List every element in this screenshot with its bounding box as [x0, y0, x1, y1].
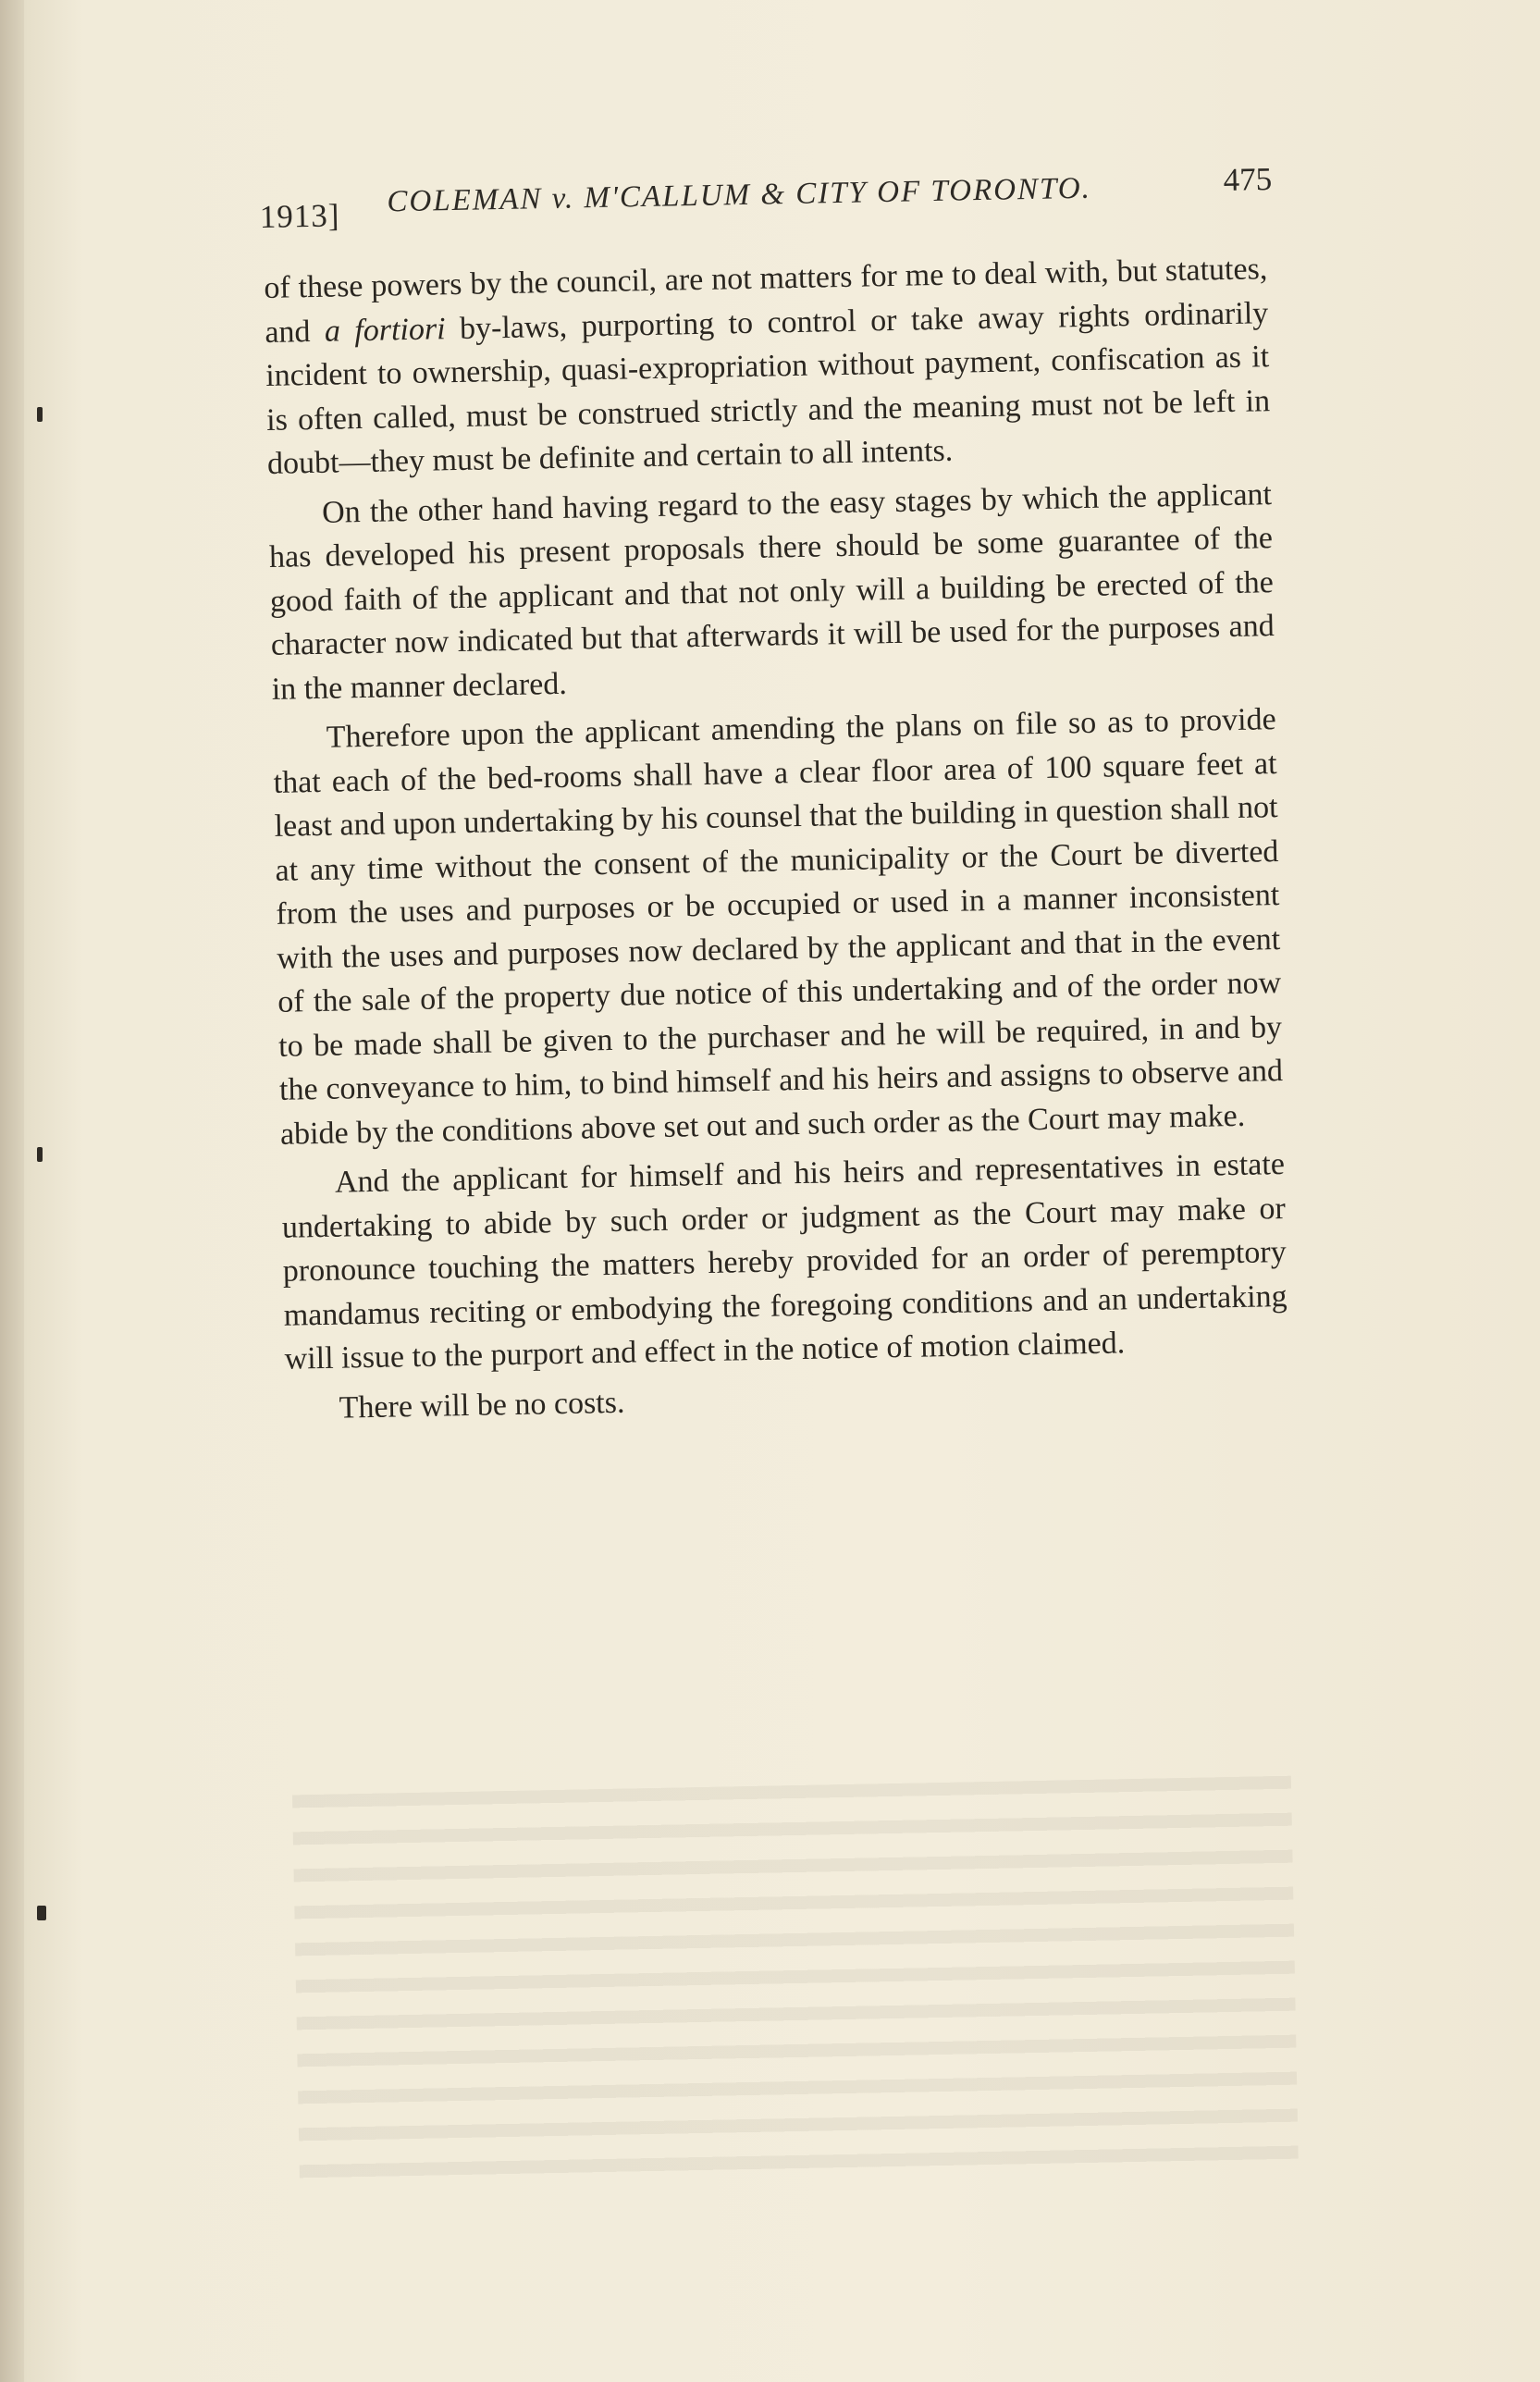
binding-gutter: [0, 0, 24, 2382]
paragraph: Therefore upon the applicant amending the plans on file so as to provide that each of the bed-rooms shall have a clear floor area of 100 square feet at least and upon undertaking by his counsel that the building in question shall not at any time without the consent of the municipality or the Court be diverted from the uses and purposes or be occupied or used in a manner inconsistent with the uses and purposes now declared by the applicant and that in the event of the sale of the property due notice of this undertaking and of the order now to be made shall be given to the purchaser and he will be required, in and by the conveyance to him, to bind himself and his heirs and assigns to observe and abide by the conditions above set out and such order as the Court may make.: [273, 702, 1284, 1152]
paragraph: On the other hand having regard to the easy stages by which the applicant has developed his present proposals there should be some guarantee of the good faith of the applicant and that not only will a building be erected of the character now indicated but that afterwards it will be used for the purposes and in the manner declared.: [268, 476, 1275, 707]
binding-thread-mark: [37, 1906, 46, 1920]
running-header: [259, 161, 1273, 236]
binding-thread-mark: [37, 1147, 43, 1162]
paragraph: of these powers by the council, are not matters for me to deal with, but statutes, and a fortiori by-laws, purporting to control or take away rights ordinarily incident to ownership, quasi-expropriation without payment, confiscation as it is often called, must be construed strictly and the meaning must not be left in doubt—they must be definite and certain to all intents.: [264, 252, 1271, 481]
paragraph: And the applicant for himself and his heirs and representatives in estate undertaking to abide by such order or judgment as the Court may make or pronounce touching the matters hereby provided for an order of peremptory mandamus reciting or embodying the foregoing conditions and an undertaking will issue to the purport and effect in the notice of motion claimed.: [281, 1146, 1287, 1376]
italic-phrase: a fortiori: [324, 311, 446, 349]
running-title: COLEMAN v. M'CALLUM & CITY OF TORONTO.: [387, 171, 1092, 219]
show-through-text: [292, 1776, 1299, 2193]
paragraph: There will be no costs.: [339, 1385, 625, 1425]
page-number: 475: [1223, 160, 1273, 198]
binding-thread-mark: [37, 407, 43, 422]
header-year: 1913]: [259, 197, 340, 235]
body-text: [264, 247, 1289, 1437]
